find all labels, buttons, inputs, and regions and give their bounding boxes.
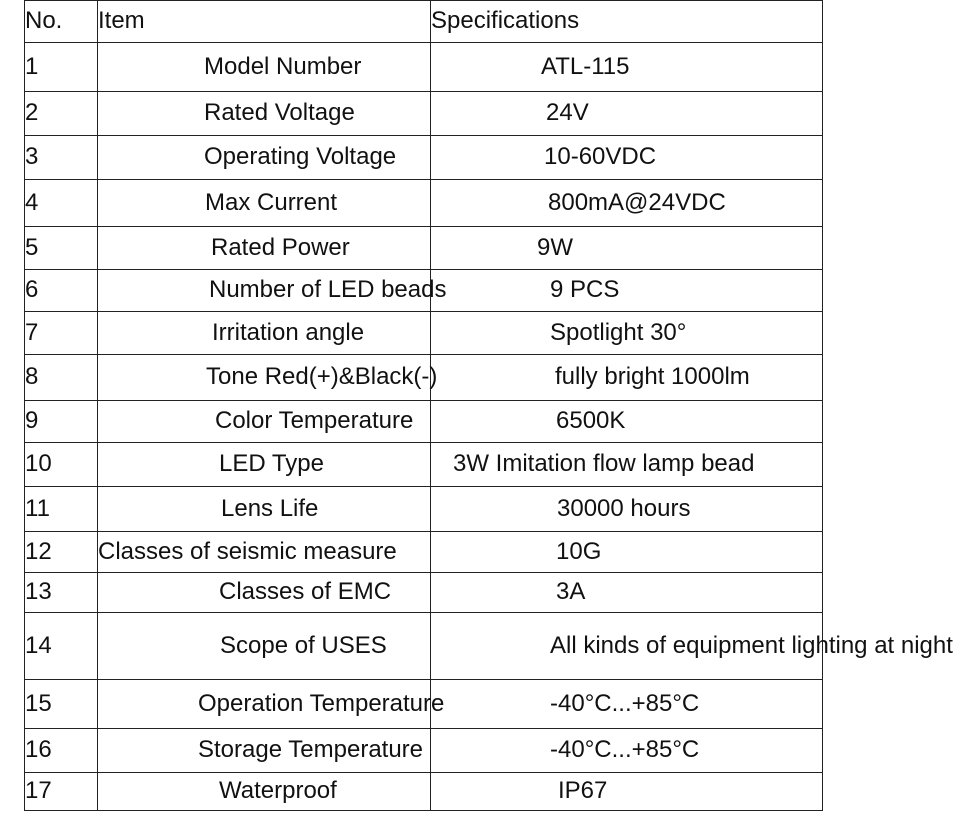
row-item: LED Type bbox=[98, 443, 431, 487]
row-spec: 10G bbox=[431, 532, 823, 573]
table-row bbox=[25, 680, 823, 729]
table-row bbox=[25, 180, 823, 227]
row-spec: All kinds of equipment lighting at night bbox=[431, 613, 823, 680]
header-no: No. bbox=[25, 1, 98, 43]
row-item: Max Current bbox=[98, 180, 431, 227]
row-item: Lens Life bbox=[98, 487, 431, 532]
table-body bbox=[25, 43, 953, 811]
table-row bbox=[25, 43, 823, 92]
row-item: Classes of seismic measure bbox=[98, 532, 431, 573]
row-item: Number of LED beads bbox=[98, 270, 431, 312]
row-item: Rated Power bbox=[98, 227, 431, 270]
table-row bbox=[25, 532, 823, 573]
row-item: Scope of USES bbox=[98, 613, 431, 680]
table-row bbox=[25, 487, 823, 532]
row-spec: fully bright 1000lm bbox=[431, 355, 823, 401]
table-row bbox=[25, 136, 823, 180]
row-item: Irritation angle bbox=[98, 312, 431, 355]
row-number: 10 bbox=[25, 443, 98, 487]
row-number: 11 bbox=[25, 487, 98, 532]
table-row bbox=[25, 270, 823, 312]
row-item: Color Temperature bbox=[98, 401, 431, 443]
row-number: 3 bbox=[25, 136, 98, 180]
row-item: Operating Voltage bbox=[98, 136, 431, 180]
row-spec: 10-60VDC bbox=[431, 136, 823, 180]
row-number: 1 bbox=[25, 43, 98, 92]
row-item: Tone Red(+)&Black(-) bbox=[98, 355, 431, 401]
row-item: Storage Temperature bbox=[98, 729, 431, 773]
table-row bbox=[25, 401, 823, 443]
header-row bbox=[25, 1, 823, 43]
row-spec: -40°C...+85°C bbox=[431, 680, 823, 729]
row-number: 5 bbox=[25, 227, 98, 270]
row-number: 7 bbox=[25, 312, 98, 355]
row-spec: Spotlight 30° bbox=[431, 312, 823, 355]
row-spec: 6500K bbox=[431, 401, 823, 443]
row-spec: 3A bbox=[431, 573, 823, 613]
row-spec: 30000 hours bbox=[431, 487, 823, 532]
row-number: 6 bbox=[25, 270, 98, 312]
row-spec: 3W Imitation flow lamp bead bbox=[431, 443, 823, 487]
table-row bbox=[25, 573, 823, 613]
table-row bbox=[25, 729, 823, 773]
table-row bbox=[25, 355, 823, 401]
row-spec: 9W bbox=[431, 227, 823, 270]
table-row bbox=[25, 92, 823, 136]
row-number: 2 bbox=[25, 92, 98, 136]
row-number: 17 bbox=[25, 773, 98, 811]
spec-table bbox=[24, 0, 953, 811]
row-number: 8 bbox=[25, 355, 98, 401]
row-number: 13 bbox=[25, 573, 98, 613]
row-item: Waterproof bbox=[98, 773, 431, 811]
row-number: 4 bbox=[25, 180, 98, 227]
table-row bbox=[25, 312, 823, 355]
row-number: 16 bbox=[25, 729, 98, 773]
table-row bbox=[25, 613, 823, 680]
row-number: 15 bbox=[25, 680, 98, 729]
row-item: Model Number bbox=[98, 43, 431, 92]
row-spec: -40°C...+85°C bbox=[431, 729, 823, 773]
header-item: Item bbox=[98, 1, 431, 43]
table-row bbox=[25, 227, 823, 270]
row-spec: IP67 bbox=[431, 773, 823, 811]
header-spec: Specifications bbox=[431, 1, 823, 43]
row-item: Classes of EMC bbox=[98, 573, 431, 613]
row-item: Operation Temperature bbox=[98, 680, 431, 729]
row-spec: 24V bbox=[431, 92, 823, 136]
row-spec: ATL-115 bbox=[431, 43, 823, 92]
row-spec: 9 PCS bbox=[431, 270, 823, 312]
row-spec: 800mA@24VDC bbox=[431, 180, 823, 227]
table-row bbox=[25, 443, 823, 487]
row-number: 9 bbox=[25, 401, 98, 443]
row-item: Rated Voltage bbox=[98, 92, 431, 136]
row-number: 14 bbox=[25, 613, 98, 680]
row-number: 12 bbox=[25, 532, 98, 573]
table-row bbox=[25, 773, 823, 811]
